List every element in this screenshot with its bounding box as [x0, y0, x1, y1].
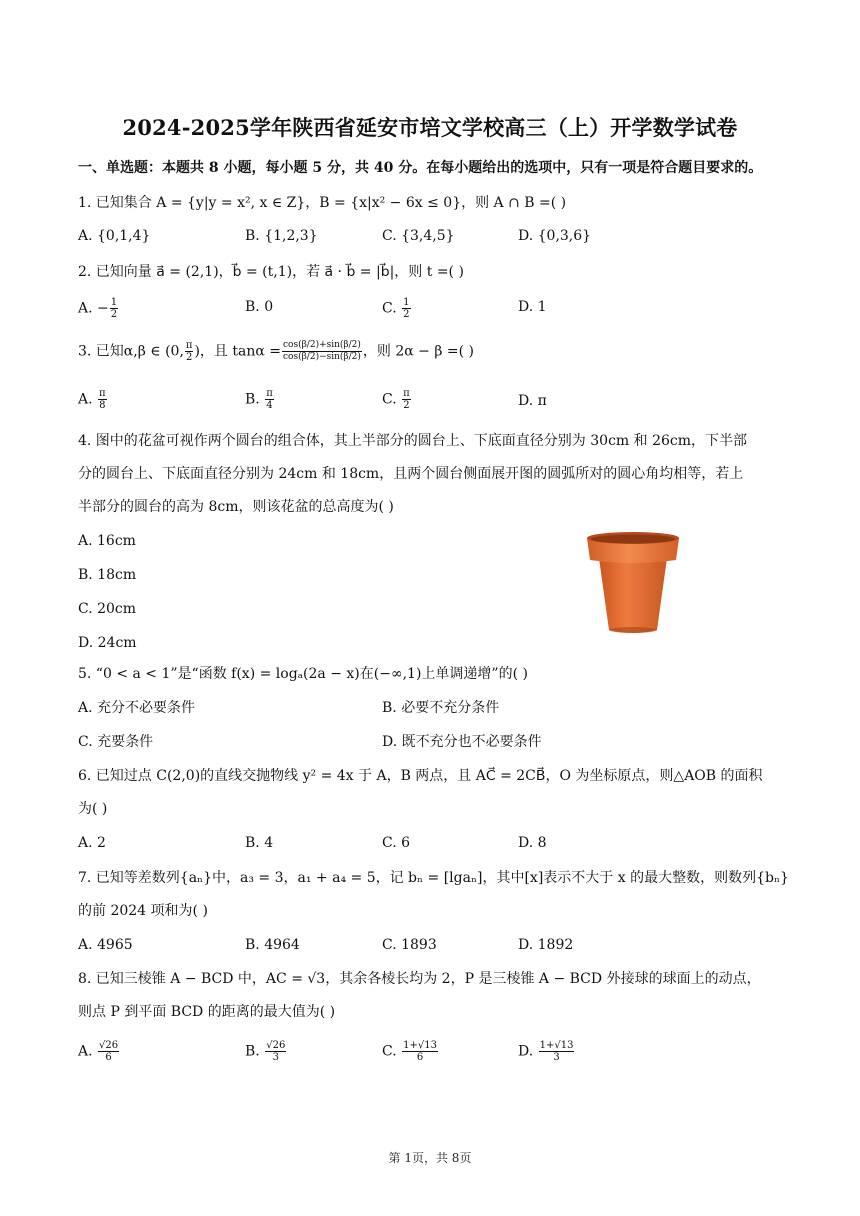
- option-d: D. π: [518, 393, 547, 409]
- question-2-stem: 2. 已知向量 a⃗ = (2,1)，b⃗ = (t,1)，若 a⃗ · b⃗ = |b⃗|，则 t =( ): [78, 264, 464, 280]
- section-heading: 一、单选题：本题共 8 小题，每小题 5 分，共 40 分。在每小题给出的选项中，只有一项是符合题目要求的。: [78, 160, 763, 176]
- page-title: 2024-2025学年陕西省延安市培文学校高三（上）开学数学试卷: [122, 115, 738, 140]
- option-b: B. 0: [245, 299, 274, 315]
- option-d: D. 8: [518, 835, 547, 851]
- option-a: A. $\frac{\pi}{8}$: [78, 388, 106, 411]
- option-b: B. 必要不充分条件: [382, 700, 500, 716]
- option-b: B. $\frac{\pi}{4}$: [245, 388, 273, 411]
- option-b: B. 18cm: [78, 567, 137, 583]
- option-c-label: C.: [382, 300, 402, 317]
- question-4-stem-line2: 分的圆台上、下底面直径分别为 24cm 和 18cm，且两个圆台侧面展开图的圆弧所对的圆心角均相等，若上: [78, 466, 744, 482]
- question-5-options-row2: [78, 732, 790, 756]
- question-3-options: [78, 388, 790, 412]
- option-c: C. 充要条件: [78, 734, 154, 750]
- fraction-pi-half: $\frac{\pi}{2}$: [185, 340, 193, 363]
- flower-pot-image: [583, 530, 683, 634]
- page-footer: 第 1页，共 8页: [388, 1151, 472, 1165]
- option-a: [78, 297, 119, 320]
- question-5-stem: 5. “0 < a < 1”是“函数 f(x) = logₐ(2a − x)在(−∞,1)上单调递增”的( ): [78, 666, 528, 682]
- question-7-stem-line2: 的前 2024 项和为( ): [78, 903, 208, 919]
- option-c: C. 20cm: [78, 601, 137, 617]
- option-d: D. 1: [518, 299, 547, 315]
- option-b: B. {1,2,3}: [245, 228, 318, 244]
- question-4-stem-line1: 4. 图中的花盆可视作两个圆台的组合体，其上半部分的圆台上、下底面直径分别为 30cm 和 26cm，下半部: [78, 433, 748, 449]
- option-d: D. 既不充分也不必要条件: [382, 734, 542, 750]
- question-6-stem-line2: 为( ): [78, 801, 108, 817]
- option-a: A. 充分不必要条件: [78, 700, 196, 716]
- option-c: C. 1893: [382, 937, 437, 953]
- fraction-tan: $\frac{\cos(\beta/2)+\sin(\beta/2)}{\cos(\beta/2)-\sin(\beta/2)}$: [283, 340, 361, 362]
- option-a: A. $\frac{√26}{6}$: [78, 1040, 119, 1063]
- option-a: A. 16cm: [78, 533, 136, 549]
- option-b: B. $\frac{√26}{3}$: [245, 1040, 286, 1063]
- question-1-options: [78, 226, 790, 250]
- question-4-stem-line3: 半部分的圆台的高为 8cm，则该花盆的总高度为( ): [78, 499, 394, 515]
- option-c: [382, 297, 412, 320]
- stem-part: ，则 2α − β =( ): [362, 343, 474, 360]
- option-d: D. 24cm: [78, 635, 137, 651]
- option-a: A. 4965: [78, 937, 133, 953]
- option-d: D. {0,3,6}: [518, 228, 592, 244]
- question-6-options: [78, 833, 790, 857]
- option-d: D. $\frac{1+√13}{3}$: [518, 1040, 574, 1063]
- option-c: C. $\frac{\pi}{2}$: [382, 388, 410, 411]
- option-c: C. 6: [382, 835, 411, 851]
- question-8-stem-line2: 则点 P 到平面 BCD 的距离的最大值为( ): [78, 1004, 336, 1020]
- question-3-stem: [78, 340, 790, 363]
- option-c: C. $\frac{1+√13}{6}$: [382, 1040, 437, 1063]
- question-6-stem-line1: 6. 已知过点 C(2,0)的直线交抛物线 y² = 4x 于 A，B 两点，且 AC⃗ = 2CB⃗，O 为坐标原点，则△AOB 的面积: [78, 768, 763, 784]
- fraction: $\frac{1}{2}$: [403, 297, 410, 320]
- question-7-stem-line1: 7. 已知等差数列{aₙ}中，a₃ = 3，a₁ + a₄ = 5，记 bₙ = [lgaₙ]，其中[x]表示不大于 x 的最大整数，则数列{bₙ}: [78, 870, 789, 886]
- option-d: D. 1892: [518, 937, 574, 953]
- question-1-stem: 1. 已知集合 A = {y|y = x², x ∈ Z}，B = {x|x² − 6x ≤ 0}，则 A ∩ B =( ): [78, 195, 567, 211]
- option-a: A. {0,1,4}: [78, 228, 151, 244]
- option-a: A. 2: [78, 835, 106, 851]
- question-8-stem-line1: 8. 已知三棱锥 A − BCD 中，AC = √3，其余各棱长均为 2，P 是三棱锥 A − BCD 外接球的球面上的动点，: [78, 971, 761, 987]
- fraction: $\frac{1}{2}$: [110, 297, 118, 320]
- stem-part: )，且 tanα =: [194, 343, 282, 360]
- question-7-options: [78, 935, 790, 959]
- question-8-options: [78, 1040, 790, 1064]
- question-5-options: [78, 698, 790, 722]
- option-a-label: A. −: [78, 300, 109, 317]
- option-b: B. 4964: [245, 937, 300, 953]
- option-b: B. 4: [245, 835, 274, 851]
- question-2-options: [78, 297, 790, 321]
- stem-part: 3. 已知α,β ∈ (0,: [78, 343, 184, 360]
- option-c: C. {3,4,5}: [382, 228, 455, 244]
